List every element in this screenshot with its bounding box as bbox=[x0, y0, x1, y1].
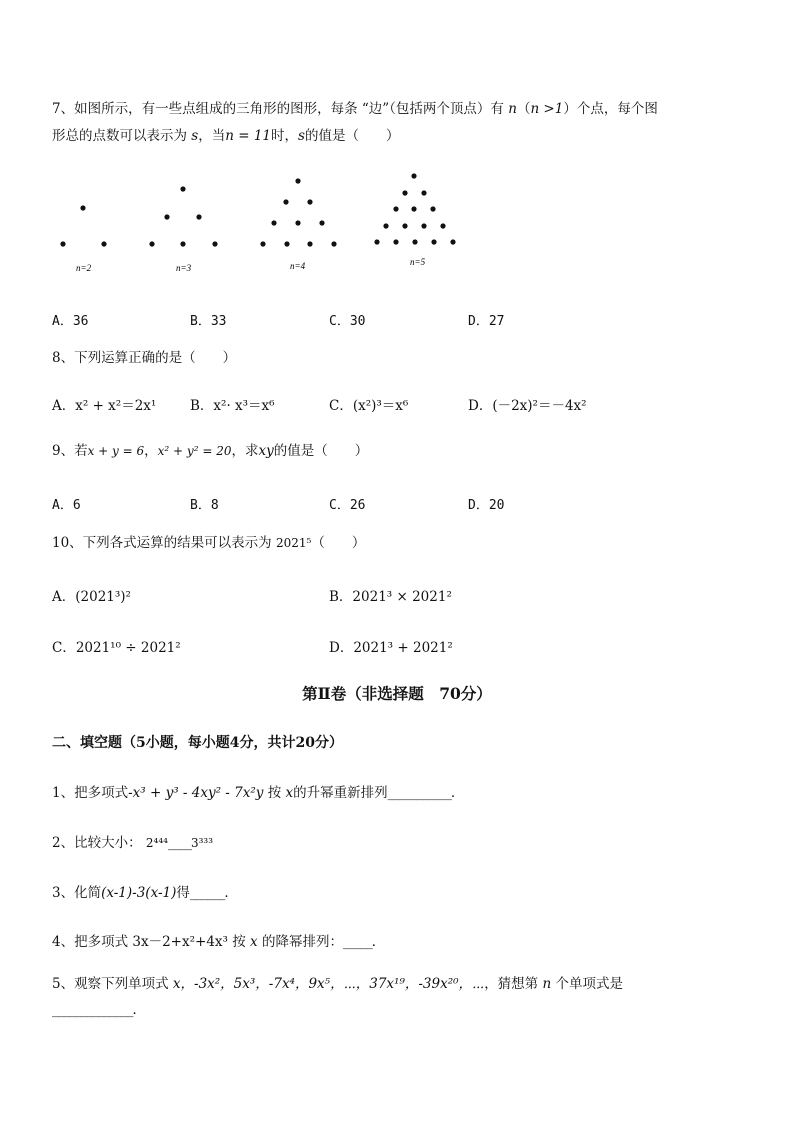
triangle-n3 bbox=[149, 186, 217, 273]
q9-text-2: ，求 bbox=[231, 443, 259, 459]
q7-text-3: 形总的点数可以表示为 bbox=[52, 128, 187, 144]
fill-q2-text-1: 2、比较大小： bbox=[52, 835, 142, 851]
q7-option-b[interactable]: B．33 bbox=[190, 314, 227, 329]
triangle-n2 bbox=[60, 205, 106, 273]
q7-text-6: 的值是（ ） bbox=[304, 128, 400, 144]
q7-line2 bbox=[52, 126, 399, 146]
fill-q3-text-1: 3、化简 bbox=[52, 885, 102, 901]
q8-stem: 8、下列运算正确的是（ ） bbox=[52, 350, 237, 366]
label-n4: n=4 bbox=[290, 261, 306, 271]
q9-text-1: 9、若 bbox=[52, 443, 88, 459]
fill-q5-blank[interactable]: ______________． bbox=[52, 1002, 145, 1018]
q7-text-2: ）个点，每个图 bbox=[563, 101, 658, 117]
fill-q4-x: x bbox=[250, 934, 258, 950]
q9-option-a[interactable]: A．6 bbox=[52, 498, 81, 513]
fill-q4-blank[interactable]: _____． bbox=[342, 934, 385, 950]
q9-option-d[interactable]: D．20 bbox=[468, 498, 505, 513]
fill-q2 bbox=[52, 833, 213, 853]
q9-sep: ， bbox=[144, 443, 158, 459]
q7-paren: （ bbox=[516, 101, 531, 117]
q7-condition-2: n = 11 bbox=[225, 128, 272, 144]
section-heading: 二、填空题（5小题，每小题4分，共计20分） bbox=[52, 735, 343, 751]
fill-q3 bbox=[52, 883, 237, 903]
fill-q5-text-3: 个单项式是 bbox=[555, 976, 623, 992]
q10-option-d[interactable]: D．2021³ + 2021² bbox=[329, 640, 453, 656]
label-n5: n=5 bbox=[410, 257, 426, 267]
q9-option-b[interactable]: B．8 bbox=[190, 498, 219, 513]
q9-option-c[interactable]: C．26 bbox=[329, 498, 366, 513]
q10-option-a[interactable]: A．(2021³)² bbox=[52, 589, 131, 605]
q7-text-4: ，当 bbox=[198, 128, 226, 144]
q10-text-2: （ ） bbox=[311, 535, 366, 551]
dot-triangle-figure bbox=[52, 165, 472, 285]
fill-q1-blank[interactable]: ___________． bbox=[387, 785, 464, 801]
fill-q3-expr: (x-1)-3(x-1) bbox=[101, 885, 177, 901]
q7-option-a[interactable]: A．36 bbox=[52, 314, 89, 329]
triangle-n5 bbox=[374, 173, 455, 267]
q8-option-b[interactable]: B．x²· x³＝x⁶ bbox=[190, 398, 275, 414]
q9-xy: xy bbox=[258, 443, 274, 459]
fill-q5-text-2: ，猜想第 bbox=[484, 976, 539, 992]
fill-q2-a: 2⁴⁴⁴ bbox=[145, 836, 168, 850]
label-n3: n=3 bbox=[176, 263, 192, 273]
q8-option-a[interactable]: A．x² + x²＝2x¹ bbox=[52, 398, 157, 414]
fill-q1 bbox=[52, 783, 463, 803]
q7-line1 bbox=[52, 99, 658, 119]
fill-q3-blank[interactable]: ______． bbox=[189, 885, 237, 901]
fill-q1-text-3: 的升幂重新排列 bbox=[293, 785, 388, 801]
fill-q5-seq: x，-3x²，5x³，-7x⁴，9x⁵，⋯，37x¹⁹，-39x²⁰，⋯ bbox=[172, 976, 485, 992]
q10-option-b[interactable]: B．2021³ × 2021² bbox=[329, 589, 452, 605]
q9-stem bbox=[52, 441, 368, 461]
q10-option-c[interactable]: C．2021¹⁰ ÷ 2021² bbox=[52, 640, 181, 656]
q7-n: n bbox=[508, 101, 517, 117]
q7-s2: s bbox=[298, 128, 305, 144]
triangle-n4 bbox=[260, 178, 336, 271]
q9-eq1: x + y = 6 bbox=[87, 444, 145, 458]
q7-text-1: 7、如图所示，有一些点组成的三角形的图形，每条 “边”（包括两个顶点）有 bbox=[52, 101, 504, 117]
fill-q1-text-2: 按 bbox=[267, 785, 282, 801]
fill-q4-text-2: 的降幂排列： bbox=[261, 934, 343, 950]
q7-option-c[interactable]: C．30 bbox=[329, 314, 366, 329]
q9-eq2: x² + y² = 20 bbox=[157, 444, 232, 458]
q8-option-d[interactable]: D．(－2x)²＝－4x² bbox=[468, 398, 587, 414]
section-title: 第Ⅱ卷（非选择题 70分） bbox=[302, 684, 492, 703]
q10-value: 2021⁵ bbox=[275, 536, 312, 550]
q10-stem bbox=[52, 533, 365, 553]
fill-q1-expr: -x³ + y³ - 4xy² - 7x²y bbox=[128, 785, 264, 801]
fill-q2-blank[interactable]: ____ bbox=[167, 835, 191, 851]
fill-q4 bbox=[52, 932, 384, 952]
fill-q5-line2 bbox=[52, 1000, 145, 1020]
fill-q1-x: x bbox=[285, 785, 294, 801]
fill-q5-text-1: 5、观察下列单项式 bbox=[52, 976, 169, 992]
q9-text-3: 的值是（ ） bbox=[273, 443, 369, 459]
q8-option-c[interactable]: C．(x²)³＝x⁶ bbox=[329, 398, 409, 414]
q7-s: s bbox=[191, 128, 199, 144]
fill-q2-b: 3³³³ bbox=[190, 836, 214, 850]
fill-q4-text-1: 4、把多项式 3x－2+x²+4x³ 按 bbox=[52, 934, 246, 950]
q7-text-5: 时， bbox=[271, 128, 299, 144]
fill-q5-n: n bbox=[542, 976, 552, 992]
fill-q5 bbox=[52, 974, 623, 994]
q7-condition: n >1 bbox=[530, 101, 564, 117]
q7-option-d[interactable]: D．27 bbox=[468, 314, 505, 329]
label-n2: n=2 bbox=[76, 263, 92, 273]
q10-text-1: 10、下列各式运算的结果可以表示为 bbox=[52, 535, 272, 551]
fill-q3-text-2: 得 bbox=[176, 885, 190, 901]
fill-q1-text-1: 1、把多项式 bbox=[52, 785, 129, 801]
